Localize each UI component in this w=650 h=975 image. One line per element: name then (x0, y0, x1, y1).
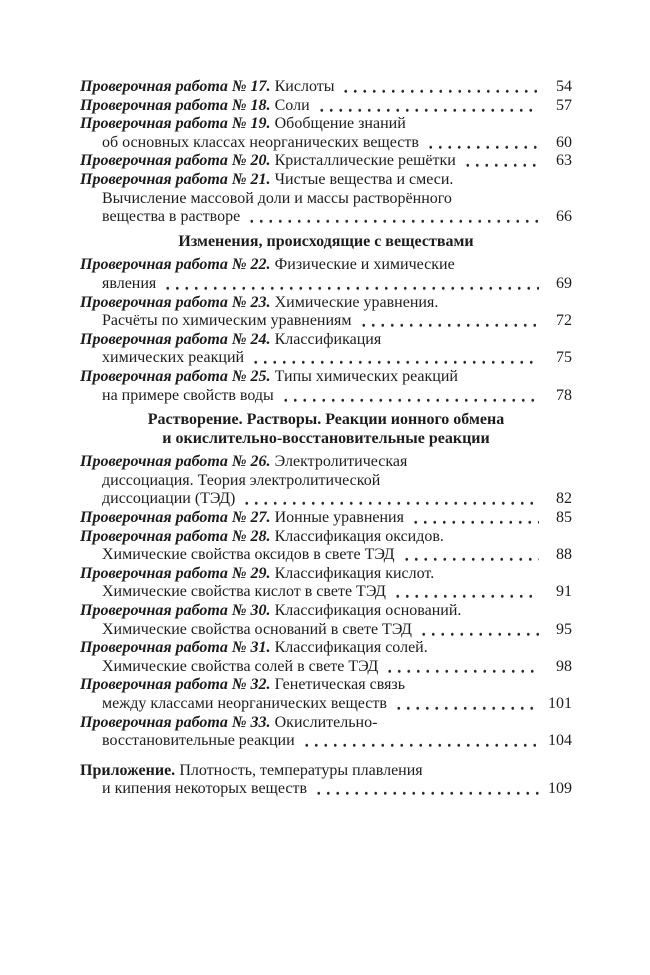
page-number: 57 (556, 96, 572, 114)
entry-text: об основных классах неорганических веществ (102, 133, 419, 151)
toc-line (80, 658, 572, 677)
entry-text: Чистые вещества и смеси. (274, 170, 454, 188)
toc-line (80, 171, 572, 190)
toc-line (80, 583, 572, 602)
entry-text: Расчёты по химическим уравнениям (102, 312, 352, 330)
toc-entry (80, 115, 572, 152)
toc-line (80, 331, 572, 350)
toc-line (80, 676, 572, 695)
dot-leader (394, 695, 539, 714)
entry-label: Проверочная работа № 24. (80, 330, 271, 348)
toc-entry (80, 331, 572, 368)
toc-line (80, 190, 572, 209)
entry-text: Обобщение знаний (274, 115, 406, 133)
dot-leader (385, 658, 539, 677)
toc-line (80, 368, 572, 387)
page-number: 101 (548, 695, 572, 712)
entry-text: химических реакций (102, 349, 245, 367)
dot-leader (402, 546, 540, 565)
entry-text: Физические и химические (274, 256, 455, 274)
entry-text: на примере свойств воды (102, 386, 274, 404)
toc-entry (80, 602, 572, 639)
entry-label: Проверочная работа № 17. (80, 78, 271, 95)
dot-leader (314, 780, 539, 799)
toc-entry (80, 676, 572, 713)
toc-entry (80, 639, 572, 676)
entry-label: Проверочная работа № 28. (80, 527, 271, 545)
page-number: 78 (556, 386, 572, 404)
page-number: 72 (556, 312, 572, 330)
toc-entry (80, 171, 572, 227)
page-number: 98 (556, 657, 572, 675)
entry-text: диссоциация. Теория электролитической (102, 471, 381, 489)
toc-entry (80, 453, 572, 509)
toc-line (80, 349, 572, 368)
page-number: 69 (556, 274, 572, 292)
toc-line (80, 78, 572, 97)
toc-line (80, 387, 572, 406)
page-number: 88 (556, 546, 572, 564)
entry-text: Химические свойства оксидов в свете ТЭД (102, 546, 395, 564)
entry-text: диссоциации (ТЭД) (102, 490, 236, 508)
toc-line (80, 256, 572, 275)
entry-label: Проверочная работа № 18. (80, 96, 271, 114)
page-number: 82 (556, 490, 572, 508)
entry-label: Проверочная работа № 27. (80, 509, 271, 527)
dot-leader (393, 583, 539, 602)
entry-text: Химические свойства оснований в свете ТЭД (102, 620, 412, 638)
entry-text: Классификация солей. (274, 639, 428, 657)
entry-text: Классификация оксидов. (274, 527, 444, 545)
toc-entry (80, 294, 572, 331)
section-heading (80, 233, 572, 252)
dot-leader (302, 732, 539, 751)
toc-line (80, 208, 572, 227)
entry-label: Проверочная работа № 31. (80, 639, 271, 657)
page-number: 91 (556, 583, 572, 601)
entry-label: Проверочная работа № 25. (80, 367, 271, 385)
entry-text: Классификация (274, 330, 382, 348)
entry-text: Генетическая связь (274, 676, 406, 694)
section-heading-line: Растворение. Растворы. Реакции ионного обмена (147, 411, 505, 429)
toc-entry (80, 152, 572, 171)
toc-line (80, 714, 572, 733)
page-number: 66 (556, 208, 572, 226)
entry-text: Окислительно- (274, 713, 378, 731)
entry-text: Плотность, температуры плавления (179, 761, 423, 779)
toc-line (80, 312, 572, 331)
toc-line (80, 294, 572, 313)
toc-line (80, 152, 572, 171)
page-number: 95 (556, 620, 572, 638)
entry-label: Проверочная работа № 30. (80, 602, 271, 620)
entry-label: Проверочная работа № 32. (80, 676, 271, 694)
entry-text: Ионные уравнения (274, 509, 404, 527)
entry-label: Проверочная работа № 21. (80, 170, 271, 188)
dot-leader (281, 387, 539, 406)
page-number: 109 (548, 780, 572, 798)
page-number: 54 (556, 78, 572, 95)
entry-text: между классами неорганических веществ (102, 695, 387, 712)
toc-entry (80, 256, 572, 293)
entry-text: Вычисление массовой доли и массы растворённого (102, 189, 452, 207)
entry-text: явления (102, 274, 157, 292)
toc-line (80, 509, 572, 528)
section-heading-line: и окислительно-восстановительные реакции (162, 429, 490, 447)
entry-text: Химические свойства кислот в свете ТЭД (102, 583, 386, 601)
entry-text: Химические свойства солей в свете ТЭД (102, 657, 379, 675)
page-number: 75 (556, 349, 572, 367)
entry-text: Классификация кислот. (274, 564, 435, 582)
entry-label: Проверочная работа № 22. (80, 256, 271, 274)
toc-line (80, 472, 572, 491)
toc-line (80, 97, 572, 116)
entry-text: Кислоты (274, 78, 335, 95)
dot-leader (242, 490, 539, 509)
toc-line (80, 621, 572, 640)
toc-line (80, 762, 572, 781)
section-heading-line: Изменения, происходящие с веществами (178, 232, 474, 250)
dot-leader (163, 275, 539, 294)
entry-label: Проверочная работа № 33. (80, 713, 271, 731)
toc-entry (80, 368, 572, 405)
toc-list (80, 78, 572, 799)
toc-line (80, 602, 572, 621)
toc-line (80, 528, 572, 547)
dot-leader (426, 134, 539, 153)
entry-text: вещества в растворе (102, 208, 241, 226)
dot-leader (411, 509, 539, 528)
toc-entry (80, 762, 572, 799)
toc-entry (80, 97, 572, 116)
entry-text: восстановительные реакции (102, 732, 295, 750)
toc-line (80, 490, 572, 509)
page-number: 60 (556, 133, 572, 151)
dot-leader (341, 78, 539, 97)
toc-entry (80, 528, 572, 565)
entry-label: Проверочная работа № 26. (80, 453, 271, 471)
entry-label: Проверочная работа № 29. (80, 564, 271, 582)
entry-text: Типы химических реакций (274, 367, 458, 385)
entry-text: Электролитическая (274, 453, 408, 471)
section-heading (80, 411, 572, 448)
entry-text: Химические уравнения. (274, 293, 439, 311)
toc-line (80, 732, 572, 751)
toc-line (80, 639, 572, 658)
toc-entry (80, 509, 572, 528)
entry-label: Проверочная работа № 20. (80, 152, 271, 170)
toc-line (80, 565, 572, 584)
entry-text: и кипения некоторых веществ (102, 780, 308, 798)
entry-text: Классификация оснований. (274, 602, 462, 620)
dot-leader (317, 97, 539, 116)
toc-line (80, 453, 572, 472)
toc-line (80, 695, 572, 714)
dot-leader (251, 349, 539, 368)
entry-label: Проверочная работа № 23. (80, 293, 271, 311)
entry-label: Проверочная работа № 19. (80, 115, 271, 133)
toc-line (80, 546, 572, 565)
dot-leader (247, 208, 539, 227)
dot-leader (359, 312, 539, 331)
toc-line (80, 115, 572, 134)
toc-line (80, 780, 572, 799)
toc-line (80, 134, 572, 153)
entry-text: Кристаллические решётки (274, 152, 456, 170)
entry-text: Соли (274, 96, 310, 114)
entry-label: Приложение. (80, 761, 176, 779)
page-number: 104 (548, 732, 572, 750)
dot-leader (463, 152, 539, 171)
toc-entry (80, 78, 572, 97)
page-number: 85 (556, 509, 572, 527)
dot-leader (419, 621, 539, 640)
toc-entry (80, 565, 572, 602)
toc-entry (80, 714, 572, 751)
page-number: 63 (556, 152, 572, 170)
toc-line (80, 275, 572, 294)
